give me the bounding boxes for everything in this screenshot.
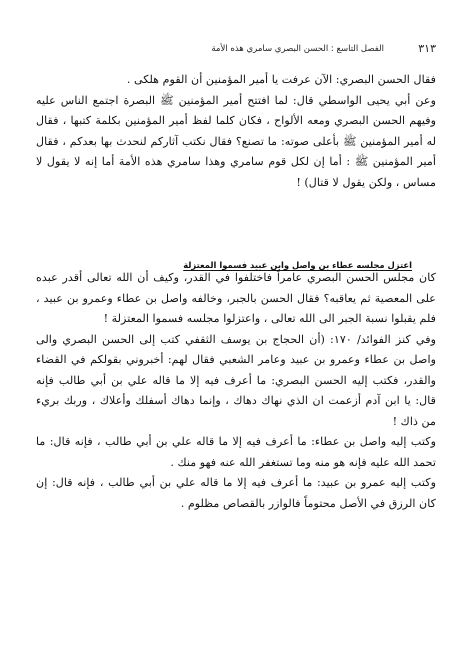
paragraph: وفي كنز الفوائد/ ١٧٠: (أن الحجاج بن يوسف الثقفي كتب إلى الحسن البصري والى واصل بن عطاء وعمرو بن عبيد وعامر الشعبي فقال لهم: أخبروني بقولكم في القضاء والقدر، فكتب إليه الحسن البصري: ما أعرف فيه إلا ما قاله علي بن أبي طالب فإنه قال: يا ابن آدم أزعمت ان الذي نهاك دهاك ، وإنما دهاك أسفلك وأعلاك ، وربك بريء من ذاك !: [36, 332, 436, 428]
paragraph: وكتب إليه واصل بن عطاء: ما أعرف فيه إلا ما قاله علي بن أبي طالب ، فإنه قال: ما تحمد الله عليه فإنه هو منه وما تستغفر الله عنه فهو منك .: [36, 435, 436, 469]
paragraph: وعن أبي يحيى الواسطي قال: لما افتتح أمير المؤمنين ﷺ البصرة اجتمع الناس عليه وفيهم الحسن البصري ومعه الألواح ، فكان كلما لفظ أمير المؤمنين بكلمة كتبها ، فقال له أمير المؤمنين ﷺ بأعلى صوته: ما تصنع؟ فقال نكتب آثاركم لنحدث بها بعدكم ، فقال أمير المؤمنين ﷺ : أما إن لكل قوم سامري وهذا سامري هذه الأمة أما إنه لا يقول لا مساس ، ولكن يقول لا قتال) !: [36, 93, 436, 189]
page-number: ٣١٣: [418, 42, 436, 55]
running-header: [36, 42, 436, 56]
chapter-title: الفصل التاسع : الحسن البصري سامري هذه الأمة: [211, 44, 384, 54]
paragraph: وكتب إليه عمرو بن عبيد: ما أعرف فيه إلا ما قاله علي بن أبي طالب ، فإنه قال: إن كان الرزق في الأصل محتوماً فالوازر بالقصاص مظلوم .: [36, 476, 436, 510]
section-heading: اعتزل مجلسه عطاء بن واصل وابن عبيد فسموا المعتزلة: [183, 260, 412, 270]
text-block-before-heading: [36, 70, 436, 193]
paragraph: فقال الحسن البصري: الآن عرفت يا أمير المؤمنين أن القوم هلكى .: [126, 73, 436, 86]
text-block-after-heading: [36, 268, 436, 514]
paragraph: كان مجلس الحسن البصري عامراً فاختلفوا في القدر، وكيف أن الله تعالى أقدر عبده على المعصية ثم يعاقبه؟ فقال الحسن بالجبر، وخالفه واصل بن عطاء وعمرو بن عبيد ، فلم يقبلوا نسبة الجبر الى الله تعالى ، واعتزلوا مجلسه فسموا المعتزلة !: [36, 271, 436, 325]
